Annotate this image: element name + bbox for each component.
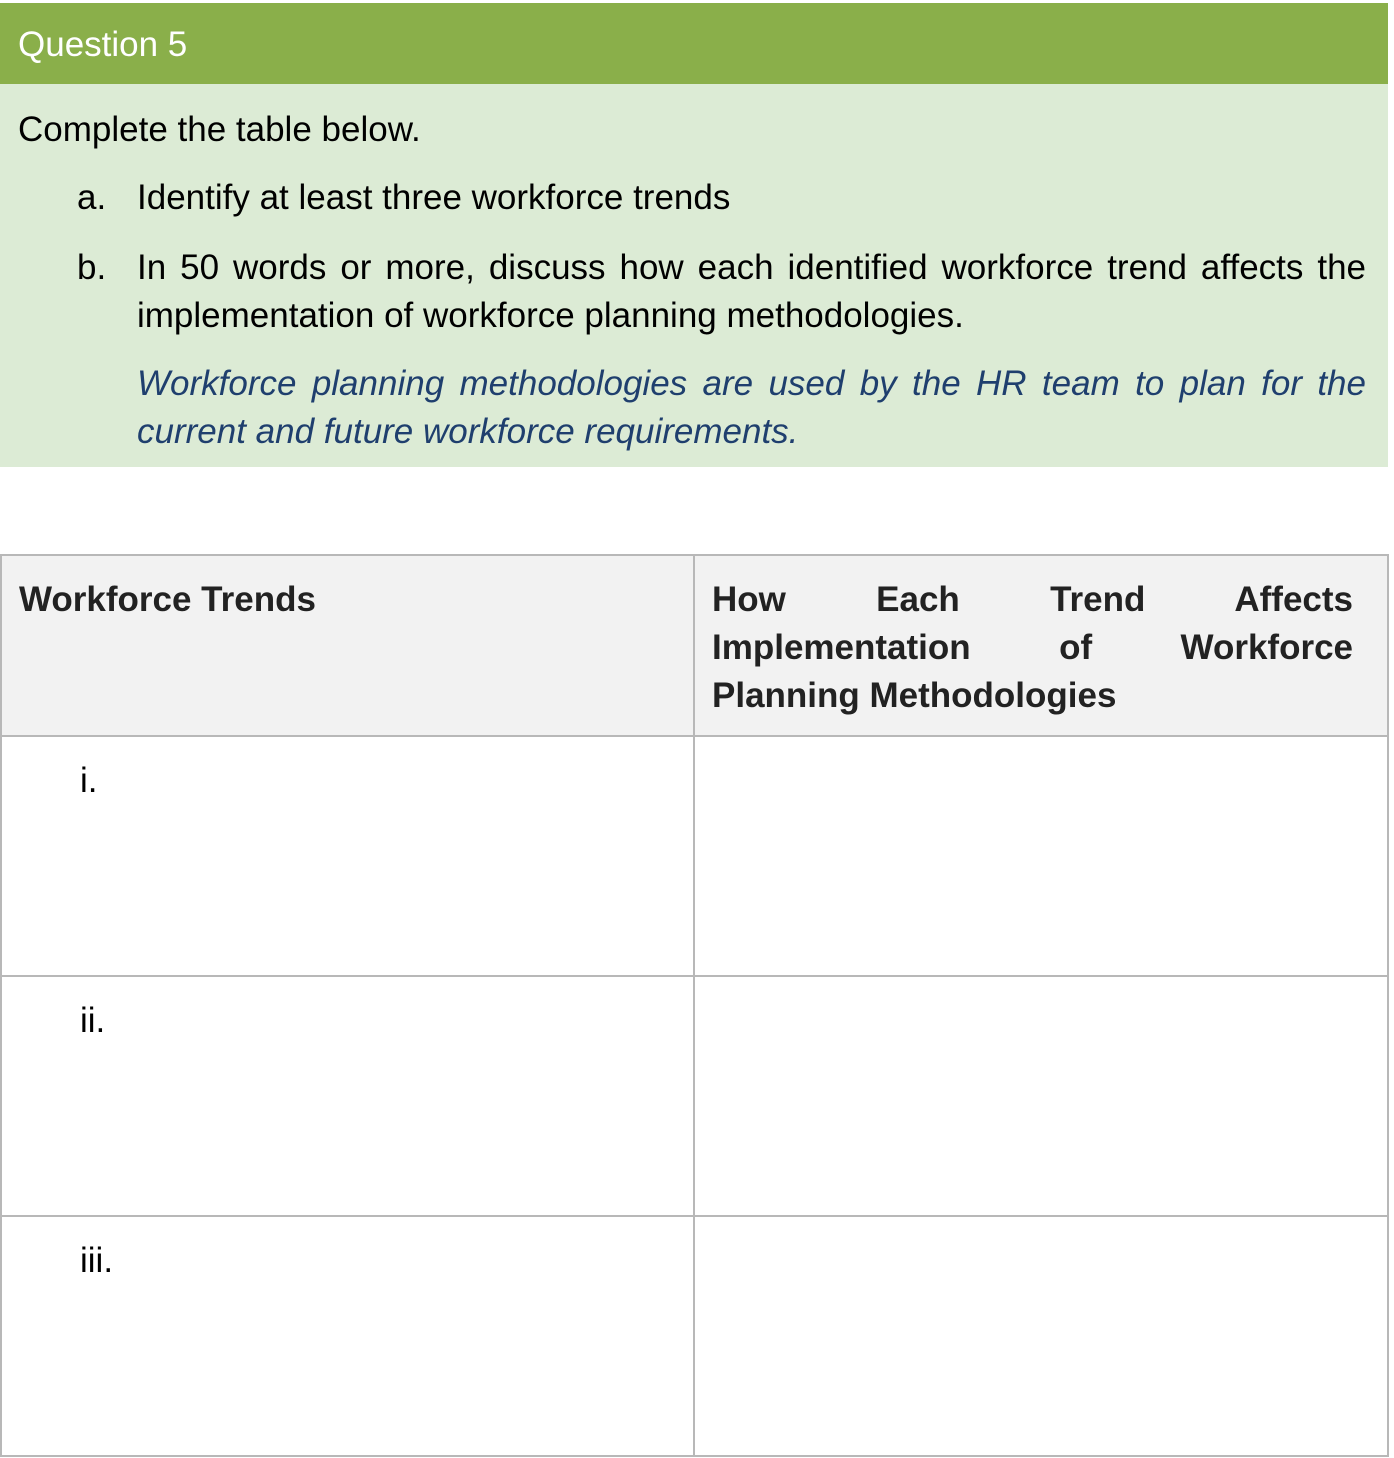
task-b bbox=[18, 244, 1366, 340]
task-b-marker: b. bbox=[77, 248, 107, 287]
trend-label-ii: ii. bbox=[1, 976, 694, 1216]
trend-response-ii[interactable] bbox=[694, 976, 1388, 1216]
question-intro: Complete the table below. bbox=[18, 110, 421, 149]
table-header bbox=[1, 555, 1388, 736]
trend-response-iii[interactable] bbox=[694, 1216, 1388, 1456]
trend-effect-header-line-3: Planning Methodologies bbox=[712, 676, 1117, 715]
trend-label-i: i. bbox=[1, 736, 694, 976]
table-body bbox=[1, 736, 1388, 1456]
question-instructions bbox=[0, 84, 1388, 467]
trend-effect-header-line-2: Implementation of Workforce bbox=[712, 628, 1353, 667]
workforce-trends-header: Workforce Trends bbox=[1, 555, 694, 736]
trend-effect-header-line-1: How Each Trend Affects bbox=[712, 580, 1353, 619]
task-b-text: In 50 words or more, discuss how each identified workforce trend affects the implementation of workforce planning methodologies. bbox=[137, 248, 1366, 335]
table-row bbox=[1, 976, 1388, 1216]
task-a-marker: a. bbox=[77, 178, 107, 217]
trend-effect-header bbox=[694, 555, 1388, 736]
task-a-text: Identify at least three workforce trends bbox=[137, 178, 731, 217]
table-row bbox=[1, 736, 1388, 976]
table-header-row bbox=[1, 555, 1388, 736]
workforce-trends-table bbox=[0, 554, 1389, 1457]
question-header bbox=[0, 3, 1388, 84]
methodology-note: Workforce planning methodologies are used by the HR team to plan for the current and future workforce requirements. bbox=[137, 364, 1366, 451]
trend-label-iii: iii. bbox=[1, 1216, 694, 1456]
question-title: Question 5 bbox=[18, 25, 188, 64]
question-box bbox=[0, 3, 1388, 467]
table-row bbox=[1, 1216, 1388, 1456]
trend-response-i[interactable] bbox=[694, 736, 1388, 976]
task-a bbox=[18, 174, 1366, 222]
